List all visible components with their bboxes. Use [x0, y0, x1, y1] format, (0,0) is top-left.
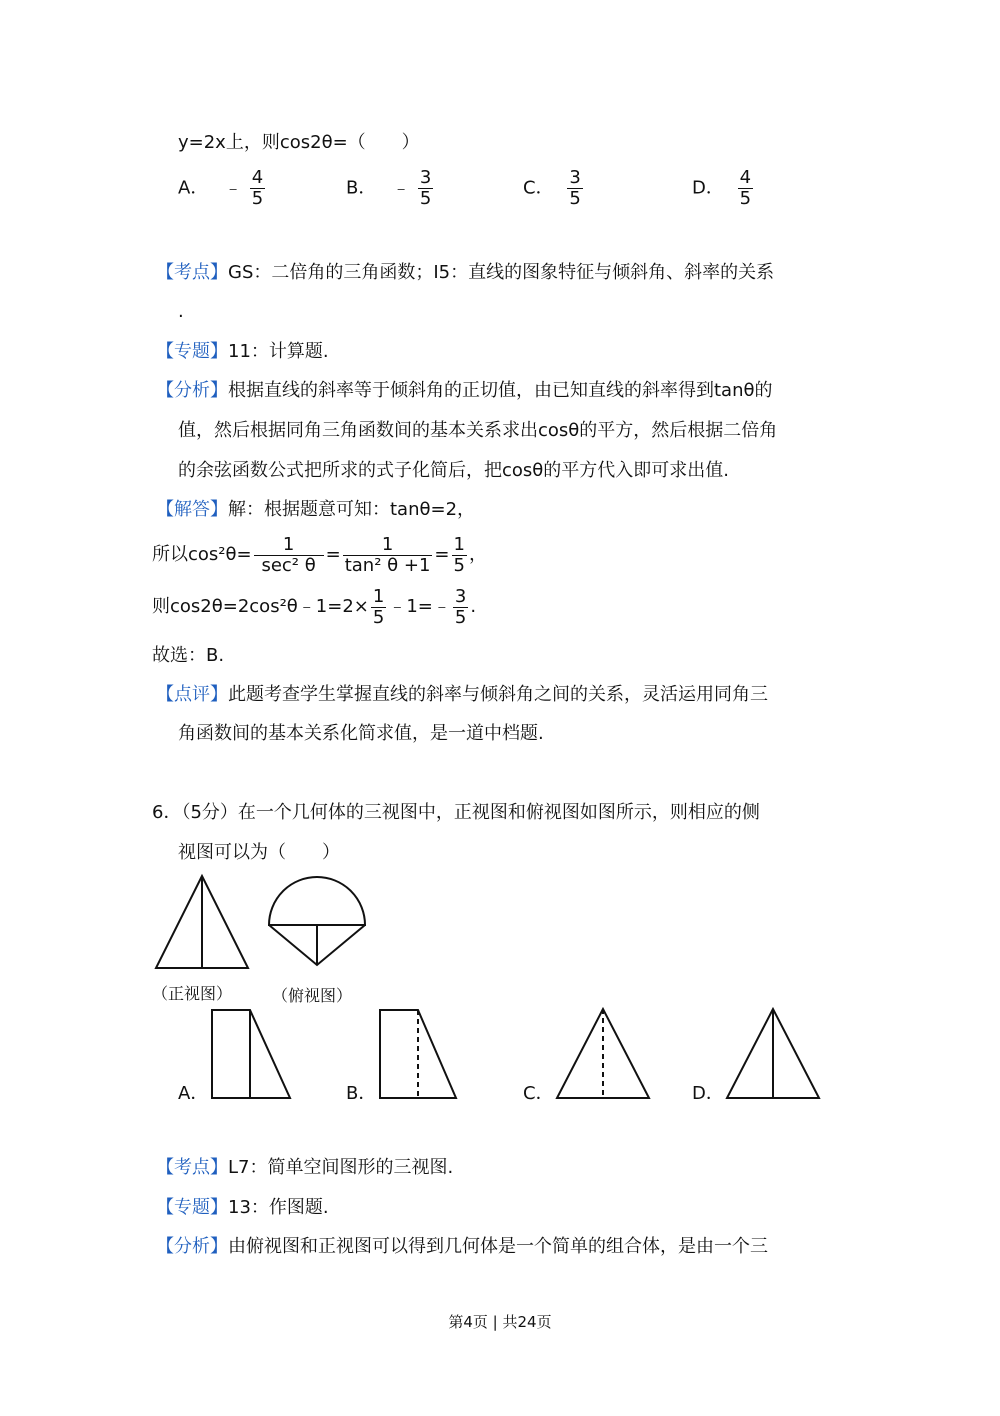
q5-fenxi-line3: 的余弦函数公式把所求的式子化简后，把cosθ的平方代入即可求出值.: [178, 460, 730, 481]
q6-option-b-figure: [378, 1008, 463, 1103]
fraction: $\frac{1}{5}$: [453, 533, 465, 576]
top-view-caption: （俯视图）: [272, 986, 353, 1005]
q5-kaodian-cont: .: [178, 301, 184, 322]
q6-stem: 6．（5分）在一个几何体的三视图中，正视图和俯视图如图所示，则相应的侧: [152, 802, 760, 823]
page-footer: 第4页 | 共24页: [448, 1313, 552, 1331]
q5-option-c: [523, 168, 585, 209]
option-letter: D．: [692, 177, 724, 199]
q5-fenxi-line2: 值，然后根据同角三角函数间的基本关系求出cosθ的平方，然后根据二倍角: [178, 420, 778, 441]
fraction: $\frac{1}{\text{sec² θ}}$: [254, 535, 324, 576]
section-tag: 【专题】: [156, 341, 228, 362]
section-tag: 【专题】: [156, 1197, 228, 1218]
option-fraction: $\frac{4}{5}$: [251, 167, 264, 209]
fenxi-line: 根据直线的斜率等于倾斜角的正切值，由已知直线的斜率得到tanθ的: [228, 380, 773, 401]
jieda-text: 解：根据题意可知：tanθ=2，: [228, 499, 476, 520]
q5-kaodian: [156, 261, 774, 285]
section-tag: 【点评】: [156, 684, 228, 705]
top-view-figure: [262, 872, 372, 972]
q5-stem-tail: y=2x上，则cos2θ=（ ）: [178, 132, 420, 153]
q5-step2: [152, 583, 476, 631]
step-suffix: ，: [468, 544, 487, 565]
q6-option-a-letter: A．: [178, 1083, 209, 1104]
step-prefix: 则cos2θ=2cos²θ﹣1=2×: [152, 596, 369, 617]
option-fraction: $\frac{3}{5}$: [569, 167, 581, 209]
q5-answer: 故选：B.: [152, 645, 225, 666]
q5-fenxi: [156, 379, 773, 403]
section-tag: 【考点】: [156, 262, 228, 283]
q6-option-d-figure: [724, 1006, 824, 1103]
front-view-caption: （正视图）: [152, 984, 233, 1003]
section-tag: 【分析】: [156, 1236, 228, 1257]
q6-option-c-letter: C．: [523, 1083, 554, 1104]
q5-dianping: [156, 683, 768, 707]
section-tag: 【解答】: [156, 499, 228, 520]
equals: =: [434, 544, 450, 565]
q5-dianping-line2: 角函数间的基本关系化简求值，是一道中档题.: [178, 723, 544, 744]
step-mid: ﹣1=﹣: [388, 596, 451, 617]
option-fraction: $\frac{3}{5}$: [419, 167, 432, 209]
step-suffix: .: [470, 596, 477, 617]
zhuanti-text: 11：计算题.: [228, 341, 329, 362]
kaodian-text: GS：二倍角的三角函数；I5：直线的图象特征与倾斜角、斜率的关系: [228, 262, 775, 283]
q5-option-d: [692, 168, 755, 209]
q5-jieda: [156, 498, 475, 522]
equals: =: [325, 544, 341, 565]
fraction: $\frac{1}{5}$: [372, 585, 385, 628]
dianping-line: 此题考查学生掌握直线的斜率与倾斜角之间的关系，灵活运用同角三: [228, 684, 768, 705]
front-view-figure: [150, 872, 260, 972]
q5-step1: [152, 531, 487, 579]
section-tag: 【考点】: [156, 1157, 228, 1178]
option-letter: C．: [523, 177, 554, 199]
kaodian-text: L7：简单空间图形的三视图.: [228, 1157, 454, 1178]
option-sign: ﹣: [224, 177, 243, 199]
option-letter: B．: [346, 177, 377, 199]
q6-kaodian: [156, 1156, 453, 1180]
option-letter: A．: [178, 177, 209, 199]
q5-option-b: [346, 168, 435, 209]
fraction: $\frac{1}{\text{tan² θ +1}}$: [344, 533, 431, 576]
q6-option-a-figure: [210, 1008, 295, 1103]
fraction: $\frac{3}{5}$: [454, 585, 467, 628]
q5-zhuanti: [156, 340, 329, 364]
q6-zhuanti: [156, 1196, 329, 1220]
option-sign: ﹣: [392, 177, 411, 199]
option-fraction: $\frac{4}{5}$: [739, 167, 752, 209]
section-tag: 【分析】: [156, 380, 228, 401]
q6-option-c-figure: [554, 1006, 654, 1103]
step-prefix: 所以cos²θ=: [152, 544, 252, 565]
q5-option-a: [178, 168, 267, 209]
zhuanti-text: 13：作图题.: [228, 1197, 329, 1218]
fenxi-line: 由俯视图和正视图可以得到几何体是一个简单的组合体，是由一个三: [228, 1236, 768, 1257]
q6-option-b-letter: B．: [346, 1083, 377, 1104]
q6-fenxi: [156, 1235, 768, 1259]
q6-stem-line2: 视图可以为（ ）: [178, 842, 340, 863]
q6-option-d-letter: D．: [692, 1083, 724, 1104]
